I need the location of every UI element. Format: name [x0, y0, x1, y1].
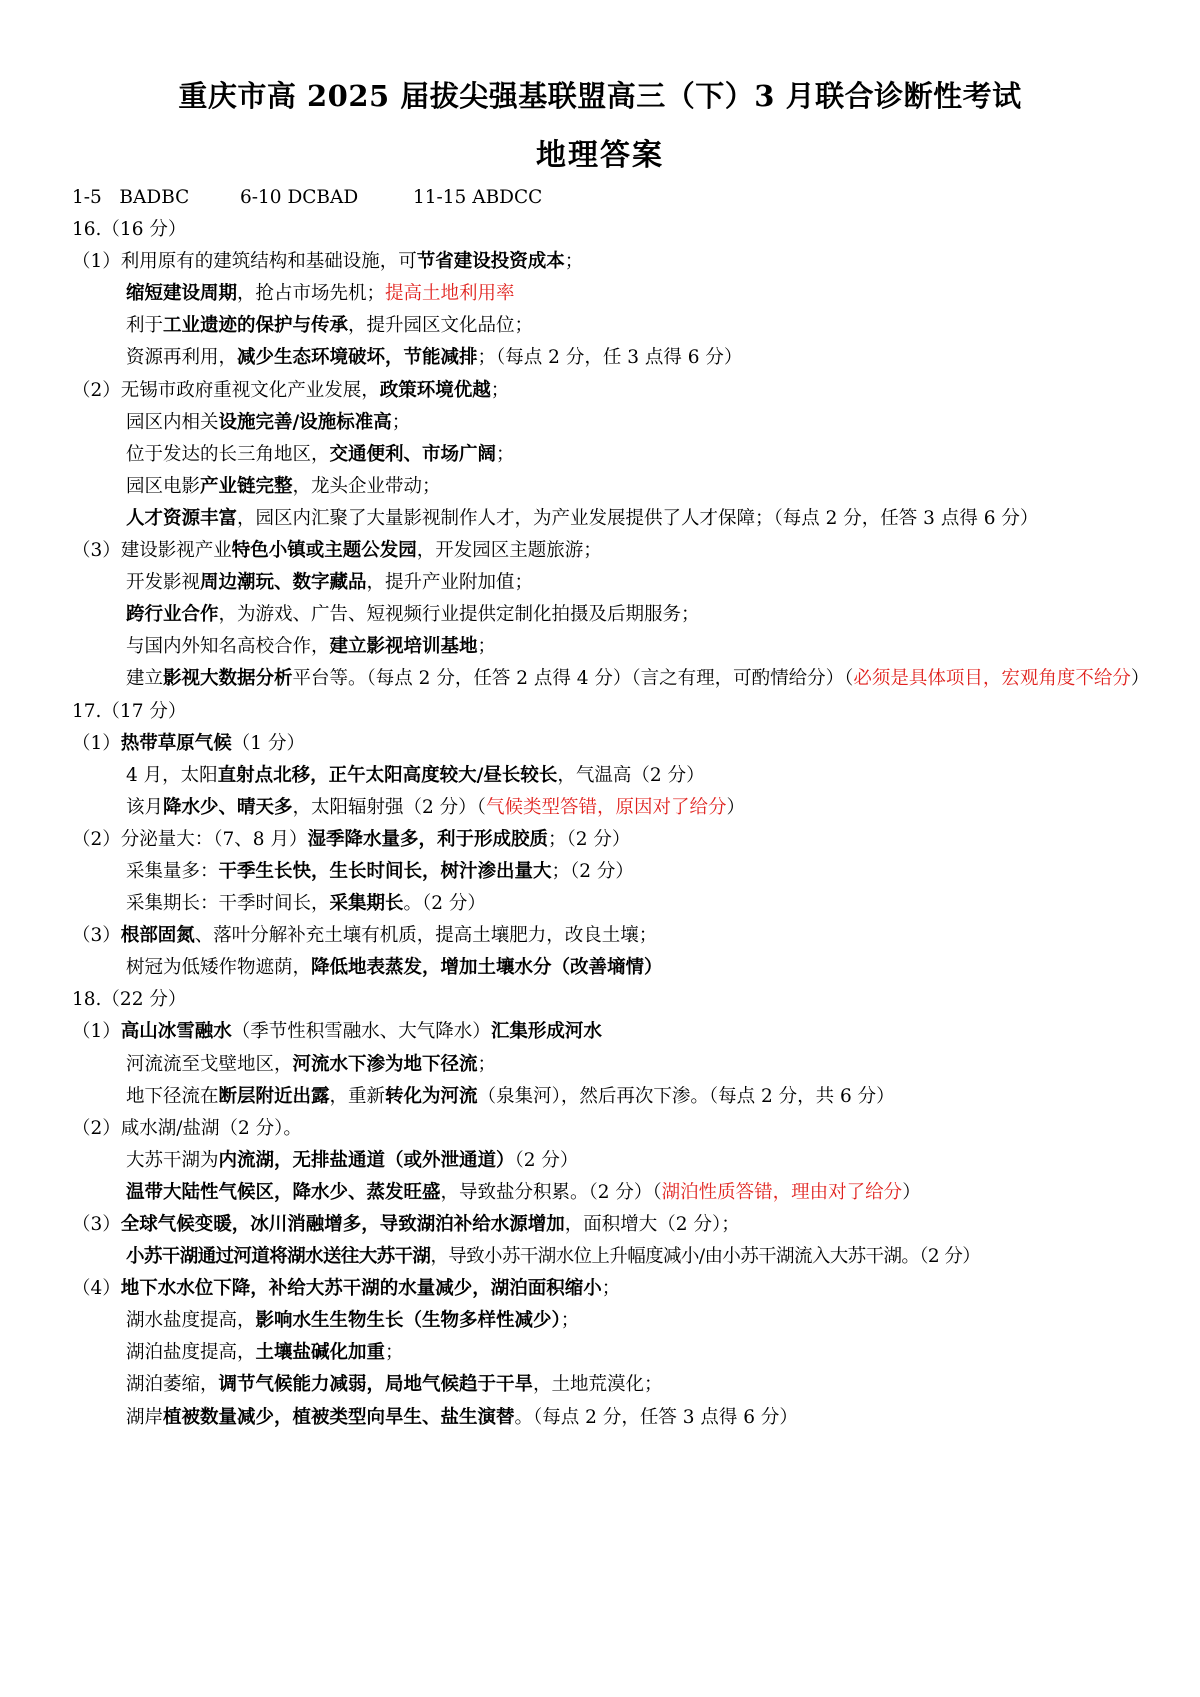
- q16-1-line: [72, 342, 1140, 374]
- answer-text: ；: [477, 1053, 497, 1075]
- multiple-choice-answers: [72, 182, 1140, 214]
- answer-content: [72, 182, 1150, 1434]
- q16-3-line: [72, 631, 1140, 663]
- q18-1-line: [72, 1016, 1140, 1048]
- answer-text: ，龙头企业带动；: [292, 475, 441, 497]
- answer-text: ，提升园区文化品位；: [348, 315, 534, 337]
- red-note: 必须是具体项目，宏观角度不给分: [853, 668, 1131, 690]
- bold-key-point: 节省建设投资成本: [416, 251, 565, 273]
- answer-text: ，抢占市场先机；: [237, 283, 386, 305]
- bold-key-point: 产业链完整: [200, 475, 293, 497]
- answer-text: 大苏干湖为: [126, 1149, 219, 1171]
- bold-key-point: 缩短建设周期: [126, 283, 238, 305]
- document-title: 重庆市高 2025 届拔尖强基联盟高三（下）3 月联合诊断性考试: [178, 79, 1022, 113]
- answer-text: 采集期长：干季时间长，: [126, 893, 330, 915]
- red-note: 气候类型答错，原因对了给分: [485, 796, 727, 818]
- bold-key-point: 土壤盐碱化加重: [255, 1342, 386, 1364]
- bold-key-point: 直射点北移，正午太阳高度较大/昼长较长: [217, 764, 558, 786]
- answer-text: ）: [726, 796, 745, 818]
- q16-3-line: [72, 567, 1140, 599]
- q17-1-line: [72, 760, 1140, 792]
- answer-text: 湖水盐度提高，: [126, 1310, 256, 1332]
- answer-text: 湖泊萎缩，: [126, 1374, 219, 1396]
- bold-key-point: 地下水水位下降，补给大苏干湖的水量减少，湖泊面积缩小: [120, 1278, 602, 1300]
- bold-key-point: 特色小镇或主题公发园: [231, 540, 417, 562]
- answer-text: （季节性积雪融水、大气降水）: [231, 1021, 491, 1043]
- q16-2-line: [72, 503, 1140, 535]
- bold-key-point: 高山冰雪融水: [120, 1021, 232, 1043]
- answer-text: 湖岸: [126, 1406, 164, 1428]
- bold-key-point: 汇集形成河水: [490, 1021, 602, 1043]
- answer-text: ；: [477, 636, 497, 658]
- bold-key-point: 河流水下渗为地下径流: [292, 1053, 478, 1075]
- q16-1-line: [72, 246, 1140, 278]
- answer-text: 平台等。（每点 2 分，任答 2 点得 4 分）（言之有理，可酌情给分）（: [292, 668, 854, 690]
- answer-text: ；: [564, 251, 584, 273]
- red-note: 湖泊性质答错，理由对了给分: [661, 1181, 903, 1203]
- bold-key-point: 减少生态环境破坏，节能减排: [237, 347, 478, 369]
- answer-text: 地下径流在: [126, 1085, 219, 1107]
- red-note: 提高土地利用率: [385, 283, 515, 305]
- answer-text: （3）: [72, 925, 121, 947]
- answer-text: ，为游戏、广告、短视频行业提供定制化拍摄及后期服务；: [218, 604, 700, 626]
- answer-text: ，面积增大（2 分）；: [564, 1214, 740, 1235]
- bold-key-point: 人才资源丰富: [126, 507, 238, 529]
- answer-text: 园区电影: [126, 475, 201, 497]
- answer-text: （1 分）: [231, 732, 305, 754]
- bold-key-point: 交通便利、市场广阔: [329, 443, 497, 465]
- bold-key-point: 转化为河流: [385, 1085, 478, 1107]
- answer-text: ；（2 分）: [547, 828, 631, 850]
- bold-key-point: 断层附近出露: [218, 1085, 330, 1107]
- answer-text: ，园区内汇聚了大量影视制作人才，为产业发展提供了人才保障；（每点 2 分，任答 3 点得 6 分）: [237, 507, 1039, 529]
- q17-2-line: [72, 824, 1140, 856]
- answer-text: ）: [1130, 668, 1150, 690]
- answer-text: ，导致小苏干湖水位上升幅度减小/由小苏干湖流入大苏干湖。（2 分）: [430, 1246, 981, 1268]
- q18-1-line: [72, 1081, 1140, 1113]
- mc-group-6-10: 6-10 DCBAD: [240, 187, 359, 208]
- answer-text: 开发影视: [126, 572, 201, 594]
- answer-text: ；（2 分）: [551, 860, 634, 882]
- answer-text: （1）: [72, 732, 121, 754]
- answer-text: （1）利用原有的建筑结构和基础设施，可: [72, 251, 417, 273]
- answer-text: 该月: [126, 796, 164, 818]
- q18-1-line: [72, 1049, 1140, 1081]
- q18-2-line: [72, 1145, 1140, 1177]
- q17-3-line: [72, 920, 1140, 952]
- answer-text: ；: [385, 1342, 404, 1364]
- answer-text: ；: [601, 1278, 621, 1300]
- bold-key-point: 降低地表蒸发，增加土壤水分（改善墒情）: [311, 957, 663, 979]
- answer-text: 。（2 分）: [403, 893, 486, 915]
- bold-key-point: 降水少、晴天多: [163, 796, 293, 818]
- bold-key-point: 周边潮玩、数字藏品: [200, 572, 367, 594]
- answer-text: 河流流至戈壁地区，: [126, 1053, 293, 1075]
- answer-text: ；: [496, 443, 515, 465]
- answer-text: 位于发达的长三角地区，: [126, 443, 330, 465]
- answer-text: （3）: [72, 1214, 121, 1235]
- answer-text: ，提升产业附加值；: [366, 572, 534, 594]
- q16-2-line: [72, 471, 1140, 503]
- answer-text: 资源再利用，: [126, 347, 238, 369]
- bold-key-point: 湿季降水量多，利于形成胶质: [307, 828, 548, 850]
- q16-3-line: [72, 599, 1140, 631]
- q18-4-line: [72, 1369, 1140, 1401]
- bold-key-point: 植被数量减少，植被类型向旱生、盐生演替: [163, 1406, 515, 1428]
- q16-1-line: [72, 310, 1140, 342]
- bold-key-point: 热带草原气候: [120, 732, 232, 754]
- bold-key-point: 建立影视培训基地: [329, 636, 478, 658]
- answer-text: ；: [560, 1310, 580, 1332]
- q17-1-line: [72, 792, 1140, 824]
- q18-4-line: [72, 1305, 1140, 1337]
- bold-key-point: 温带大陆性气候区，降水少、蒸发旺盛: [126, 1181, 441, 1203]
- q18-3-line: [72, 1241, 1140, 1273]
- answer-text: 树冠为低矮作物遮荫，: [126, 957, 312, 979]
- answer-text: ，开发园区主题旅游；: [416, 540, 602, 562]
- bold-key-point: 跨行业合作: [126, 604, 219, 626]
- bold-key-point: 根部固氮: [120, 925, 195, 947]
- answer-text: 。（每点 2 分，任答 3 点得 6 分）: [514, 1406, 798, 1428]
- q17-3-line: [72, 952, 1140, 984]
- q16-heading: 16.（16 分）: [72, 219, 187, 241]
- q18-4-line: [72, 1337, 1140, 1369]
- answer-text: ，太阳辐射强（2 分）（: [292, 796, 486, 818]
- bold-key-point: 影响水生生物生长（生物多样性减少）: [255, 1310, 561, 1332]
- mc-group-11-15: 11-15 ABDCC: [413, 187, 543, 208]
- q17-heading: 17.（17 分）: [72, 700, 187, 722]
- answer-text: 园区内相关: [126, 411, 219, 433]
- q16-3-line: [72, 535, 1140, 567]
- bold-key-point: 内流湖，无排盐通道（或外泄通道）: [218, 1149, 515, 1171]
- answer-text: 湖泊盐度提高，: [126, 1342, 256, 1364]
- answer-text: 、落叶分解补充土壤有机质，提高土壤肥力，改良土壤；: [194, 925, 658, 947]
- q18-2-line: [72, 1113, 1140, 1145]
- answer-text: ；: [391, 411, 411, 433]
- answer-text: ，土地荒漠化；: [533, 1374, 663, 1396]
- answer-text: （1）: [72, 1021, 121, 1043]
- answer-text: （2 分）: [514, 1149, 579, 1171]
- q18-3-line: [72, 1209, 1140, 1241]
- q16-2-line: [72, 407, 1140, 439]
- bold-key-point: 干季生长快，生长时间长，树汁渗出量大: [218, 860, 552, 882]
- q18-2-line: [72, 1177, 1140, 1209]
- answer-text: 与国内外知名高校合作，: [126, 636, 330, 658]
- q17-2-line: [72, 856, 1140, 888]
- bold-key-point: 政策环境优越: [379, 379, 491, 401]
- q18-heading: 18.（22 分）: [72, 989, 187, 1011]
- bold-key-point: 影视大数据分析: [163, 668, 293, 690]
- answer-text: ，气温高（2 分）: [557, 764, 705, 786]
- answer-text: ）: [902, 1181, 921, 1203]
- q16-1-line: [72, 278, 1140, 310]
- answer-text: （3）建设影视产业: [72, 540, 232, 562]
- bold-key-point: 设施完善/设施标准高: [218, 411, 392, 433]
- answer-text: 4 月，太阳: [126, 764, 218, 786]
- answer-text: 采集量多：: [126, 860, 219, 882]
- mc-group-1-5: 1-5 BADBC: [72, 187, 190, 208]
- q16-2-line: [72, 439, 1140, 471]
- q18-4-line: [72, 1402, 1140, 1434]
- bold-key-point: 小苏干湖通过河道将湖水送往大苏干湖: [126, 1246, 431, 1268]
- answer-text: （2）无锡市政府重视文化产业发展，: [72, 379, 380, 401]
- answer-text: （2）咸水湖/盐湖（2 分）。: [72, 1117, 302, 1139]
- answer-text: （泉集河），然后再次下渗。（每点 2 分，共 6 分）: [477, 1085, 895, 1107]
- bold-key-point: 全球气候变暖，冰川消融增多，导致湖泊补给水源增加: [120, 1214, 565, 1235]
- document-subtitle: 地理答案: [536, 138, 664, 173]
- bold-key-point: 调节气候能力减弱，局地气候趋于干旱: [218, 1374, 534, 1396]
- q17-2-line: [72, 888, 1140, 920]
- answer-text: （2）分泌量大：（7、8 月）: [72, 828, 308, 850]
- bold-key-point: 采集期长: [329, 893, 404, 915]
- q18-4-line: [72, 1273, 1140, 1305]
- answer-text: ；（每点 2 分，任 3 点得 6 分）: [477, 347, 743, 369]
- q16-2-line: [72, 375, 1140, 407]
- answer-text: （4）: [72, 1278, 121, 1300]
- answer-text: 建立: [126, 668, 164, 690]
- q17-1-line: [72, 728, 1140, 760]
- q16-3-line: [72, 663, 1150, 695]
- answer-text: ，导致盐分积累。（2 分）（: [440, 1181, 662, 1203]
- answer-text: ，重新: [329, 1085, 386, 1107]
- answer-text: 利于: [126, 315, 164, 337]
- bold-key-point: 工业遗迹的保护与传承: [163, 315, 349, 337]
- answer-text: ；: [490, 379, 510, 401]
